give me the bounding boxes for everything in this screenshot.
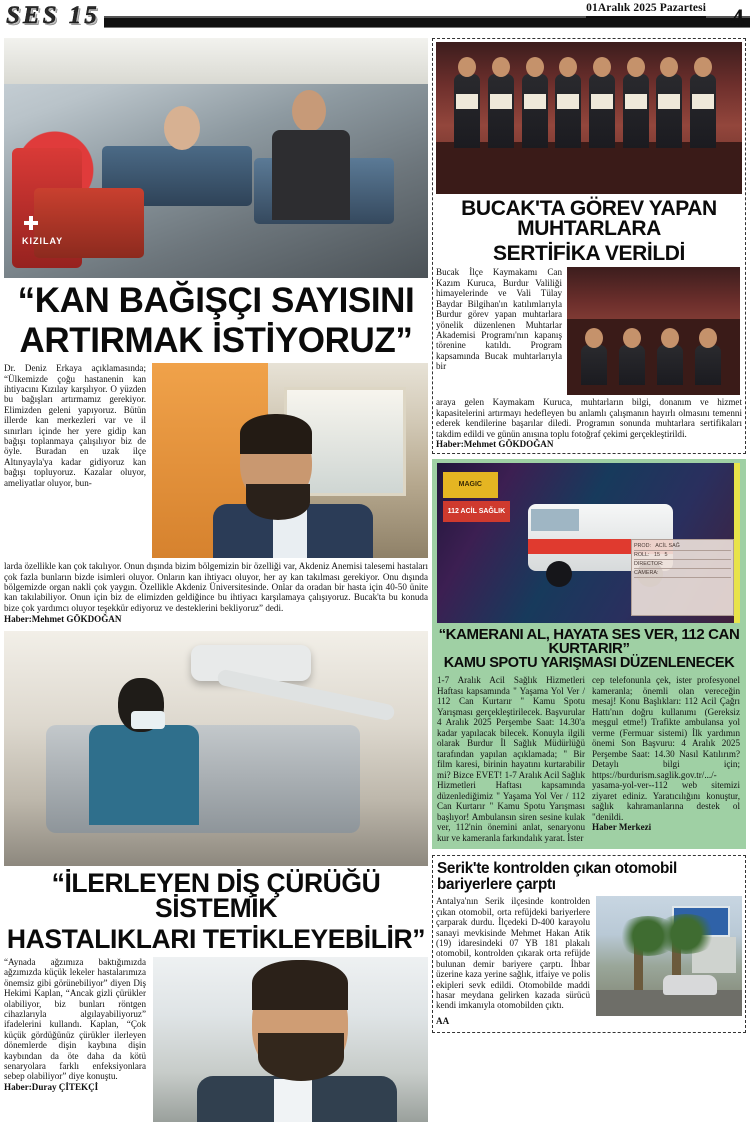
magic-sign-label: MAGIC — [443, 472, 498, 498]
date-rule — [586, 16, 706, 18]
doctor-portrait-photo — [152, 363, 428, 558]
muhtar-headline-line2: SERTİFİKA VERİLDİ — [493, 242, 685, 266]
serik-headline: Serik'te kontrolden çıkan otomobil bariyerlere çarptı — [437, 860, 677, 894]
dental-byline: Haber:Duray ÇİTEKÇİ — [4, 1081, 99, 1092]
road-accident-photo — [596, 896, 742, 1016]
publication-date: 01Aralık 2025 Pazartesi — [586, 2, 706, 14]
camera-column-1 — [437, 675, 585, 843]
camera-column-2 — [592, 675, 740, 843]
ambulance-film-set-photo — [437, 463, 740, 623]
camera-headline-line2: KAMU SPOTU YARIŞMASI DÜZENLENECEK — [443, 655, 735, 672]
audience-hall-photo — [567, 267, 740, 395]
muhtar-byline: Haber:Mehmet GÖKDOĞAN — [436, 439, 554, 450]
camera-text-col1: 1-7 Aralık Acil Sağlık Hizmetleri Haftası kapsamında " Yaşama Yol Ver / 112 Can Kurtarır " Kamu Spotu Yarışması gerçekleştirilecek. Başvurular 4 Aralık 2025 Perşembe Saat: 14.30'a kadar yapılacak bilecek. Konuyla ilgili olarak Burdur İl Sağlık Müdürlüğü tarafından yapılan açıklamada; " Bir film karesi, birinin hayatını kurtarabilir mi? Bizce EVET! 1-7 Aralık Acil Sağlık Hizmetleri Haftası kapsamında düzenlediğimiz " Yaşama Yol Ver / 112 Can Kurtarır " Kamu Spotu Yarışması başlıyor! Ambulansın siren sesine kulak ver, 112'nin önemini anlat, senaryonu kur ve kameranla farkındalık yarat. İster — [437, 675, 585, 843]
story-camera-contest — [432, 459, 746, 850]
dental-body-row — [4, 957, 428, 1122]
blood-headline-line2: ARTIRMAK İSTİYORUZ” — [19, 320, 413, 360]
blood-donation-photo — [4, 38, 428, 278]
blood-byline: Haber:Mehmet GÖKDOĞAN — [4, 614, 122, 625]
blood-lead-column — [4, 363, 146, 558]
blood-body-text: larda özellikle kan çok takılıyor. Onun dışında bizim bölgemizin bir özelliği var, Akdeniz Anemisi talesemi hastaları çok fazla bunların bizde isimleri oluyor. Onların kan ihtiyacı oluyor, her ay kan takılması gerekiyor. Onu dışında bölgemizde organ nakli çok yaygın. Özellikle Akdeniz Üniversitesinde. Onlar da oradan bir hasta için 40-50 ünite kan takılabiliyor. Onun için biz de elimizden geldiğince bu ihtiyacı karşılamaya çalışıyoruz. Bucak'ta bu konuda bize çok yardımcı oluyor teşekkür ediyoruz ve desteklerini bekliyoruz” dedi. — [4, 561, 428, 613]
certificate-ceremony-photo — [436, 42, 742, 194]
muhtar-lead-column — [436, 267, 562, 395]
newspaper-logo: SES 15 — [6, 2, 100, 29]
dental-body-text: “Aynada ağzımıza baktığımızda ağzımızda küçük lekeler hastalarımıza önemsiz gibi görünebiliyor” diyen Diş Hekimi Kaplan, “Ancak gizli çürükler olabiliyor, biz bunları röntgen cihazlarıyla algılayabiliyoruz” ifadelerini kullandı. Kaplan, “Çok küçük gördüğünüz çürükler ilerleyen dönemlerde dişin kaybına dişin kaybından da öte daha da kötü senaryolara farklı enfeksiyonlara sebep olabiliyor” diye konuştu. — [4, 956, 146, 1082]
left-column — [4, 38, 428, 1122]
page-number: 4 — [731, 4, 744, 33]
kizilay-logo-text: KIZILAY — [22, 236, 64, 246]
camera-text-col2: cep telefonunla çek, ister profesyonel kameranla; önemli olan vereceğin mesaj! Konu Başlıkları: 112 Acil Çağrı Hattı'nın doğru kullanımı (Gereksiz meşgul etme!) Trafikte ambulansa yol verme (Fermuar sistemi) İlk yardımın önemi Son Başvuru: 4 Aralık 2025 Perşembe Saat: 14.30 Nasıl Katılırım? Detaylı bilgi için; https://burdurism.saglik.gov.tr/.../-yasama-yol-ver--112 web sitemizi ziyaret ediniz. Yaratıcılığını konuştur, sağlık kahramanlarına destek ol "denildi. — [592, 675, 740, 822]
acil-saglik-label: 112 ACİL SAĞLIK — [443, 501, 510, 522]
camera-text-row — [437, 675, 741, 843]
masthead-date-block — [586, 2, 706, 18]
dental-headline-line1: “İLERLEYEN DİŞ ÇÜRÜĞÜ SİSTEMİK — [51, 867, 381, 924]
blood-headline-line1: “KAN BAĞIŞÇI SAYISINI — [17, 281, 415, 320]
story-dental — [4, 631, 428, 1122]
camera-headline-line1: “KAMERANI AL, HAYATA SES VER, 112 CAN KURTARIR” — [438, 625, 740, 657]
muhtar-body-text: araya gelen Kaymakam Kuruca, muhtarların bilgi, donanım ve hizmet kapasitelerini artırmayı hedefleyen bu anlamlı çalışmanın hayırlı olmasını temenni ederek kendilerine başarılar diledi. Programın sonunda muhtarlara sertifikaları takdim edildi ve günün anısına toplu fotoğraf çekimi gerçekleştirildi. — [436, 397, 742, 439]
story-muhtar-certificates — [432, 38, 746, 454]
serik-body-text: Antalya'nın Serik ilçesinde kontrolden çıkan otomobil, orta refüjdeki bariyerlere çarparak durdu. İlçedeki D-400 karayolu sanayi mevkisinde Mehmet Hakan Atik (19) idaresindeki 07 YB 181 plakalı otomobil, kontrolden çıkarak orta refüjde bulunan demir bariyere çarptı. İhbar üzerine kaza yerine sağlık, itfaiye ve polis ekipleri sevk edildi. Otomobilde maddi hasar meydana gelirken kazada sürücü kendi imkanıyla otomobilden çıktı. — [436, 896, 590, 1011]
muhtar-headline-line1: BUCAK'TA GÖREV YAPAN MUHTARLARA — [461, 197, 717, 241]
story-blood-donation — [4, 38, 428, 625]
muhtar-lead-text: Bucak İlçe Kaymakamı Can Kazım Kuruca, Burdur Valiliği himayelerinde ve Vali Tülay Baydar Bilgihan'ın katılımlarıyla Burdur görev yapan muhtarlara yönelik düzenlenen Muhtarlar Akademisi Programı'nın kapanış törenine katıldı. Program kapsamında Bucak muhtarlarıyla bir — [436, 267, 562, 372]
serik-body-row — [436, 896, 742, 1028]
dental-headline-line2: HASTALIKLARI TETİKLEYEBİLİR” — [6, 923, 426, 954]
dentist-portrait-photo — [153, 957, 428, 1122]
camera-byline: Haber Merkezi — [592, 822, 652, 833]
right-column — [432, 38, 746, 1033]
blood-lead-text: Dr. Deniz Erkaya açıklamasında; “Ülkemizde çoğu hastanenin kan ihtiyacını Kızılay karşılıyor. O yüzden bu bağışları artırmamız gerekiyor. Elimizden geleni yapıyoruz. Bütün illerde kan merkezleri var ve il sınırları içinde her yere gidip kan bağışı toplanmaya çalışılıyor biz de öyle. Buradan en uzak ilçe Altınyayla'ya kadar gidiyoruz kan bağışı topluyoruz. Kazalar oluyor, ameliyatlar oluyor, bun- — [4, 363, 146, 488]
serik-byline: AA — [436, 1015, 450, 1026]
dental-clinic-photo — [4, 631, 428, 866]
muhtar-lead-row — [436, 267, 742, 395]
blood-lead-row — [4, 363, 428, 558]
clapperboard: PROD: ACİL SAĞ ROLL: 15 5 DIRECTOR: CAMERA: — [631, 539, 734, 616]
story-serik-accident — [432, 855, 746, 1033]
dental-text-column — [4, 957, 146, 1122]
